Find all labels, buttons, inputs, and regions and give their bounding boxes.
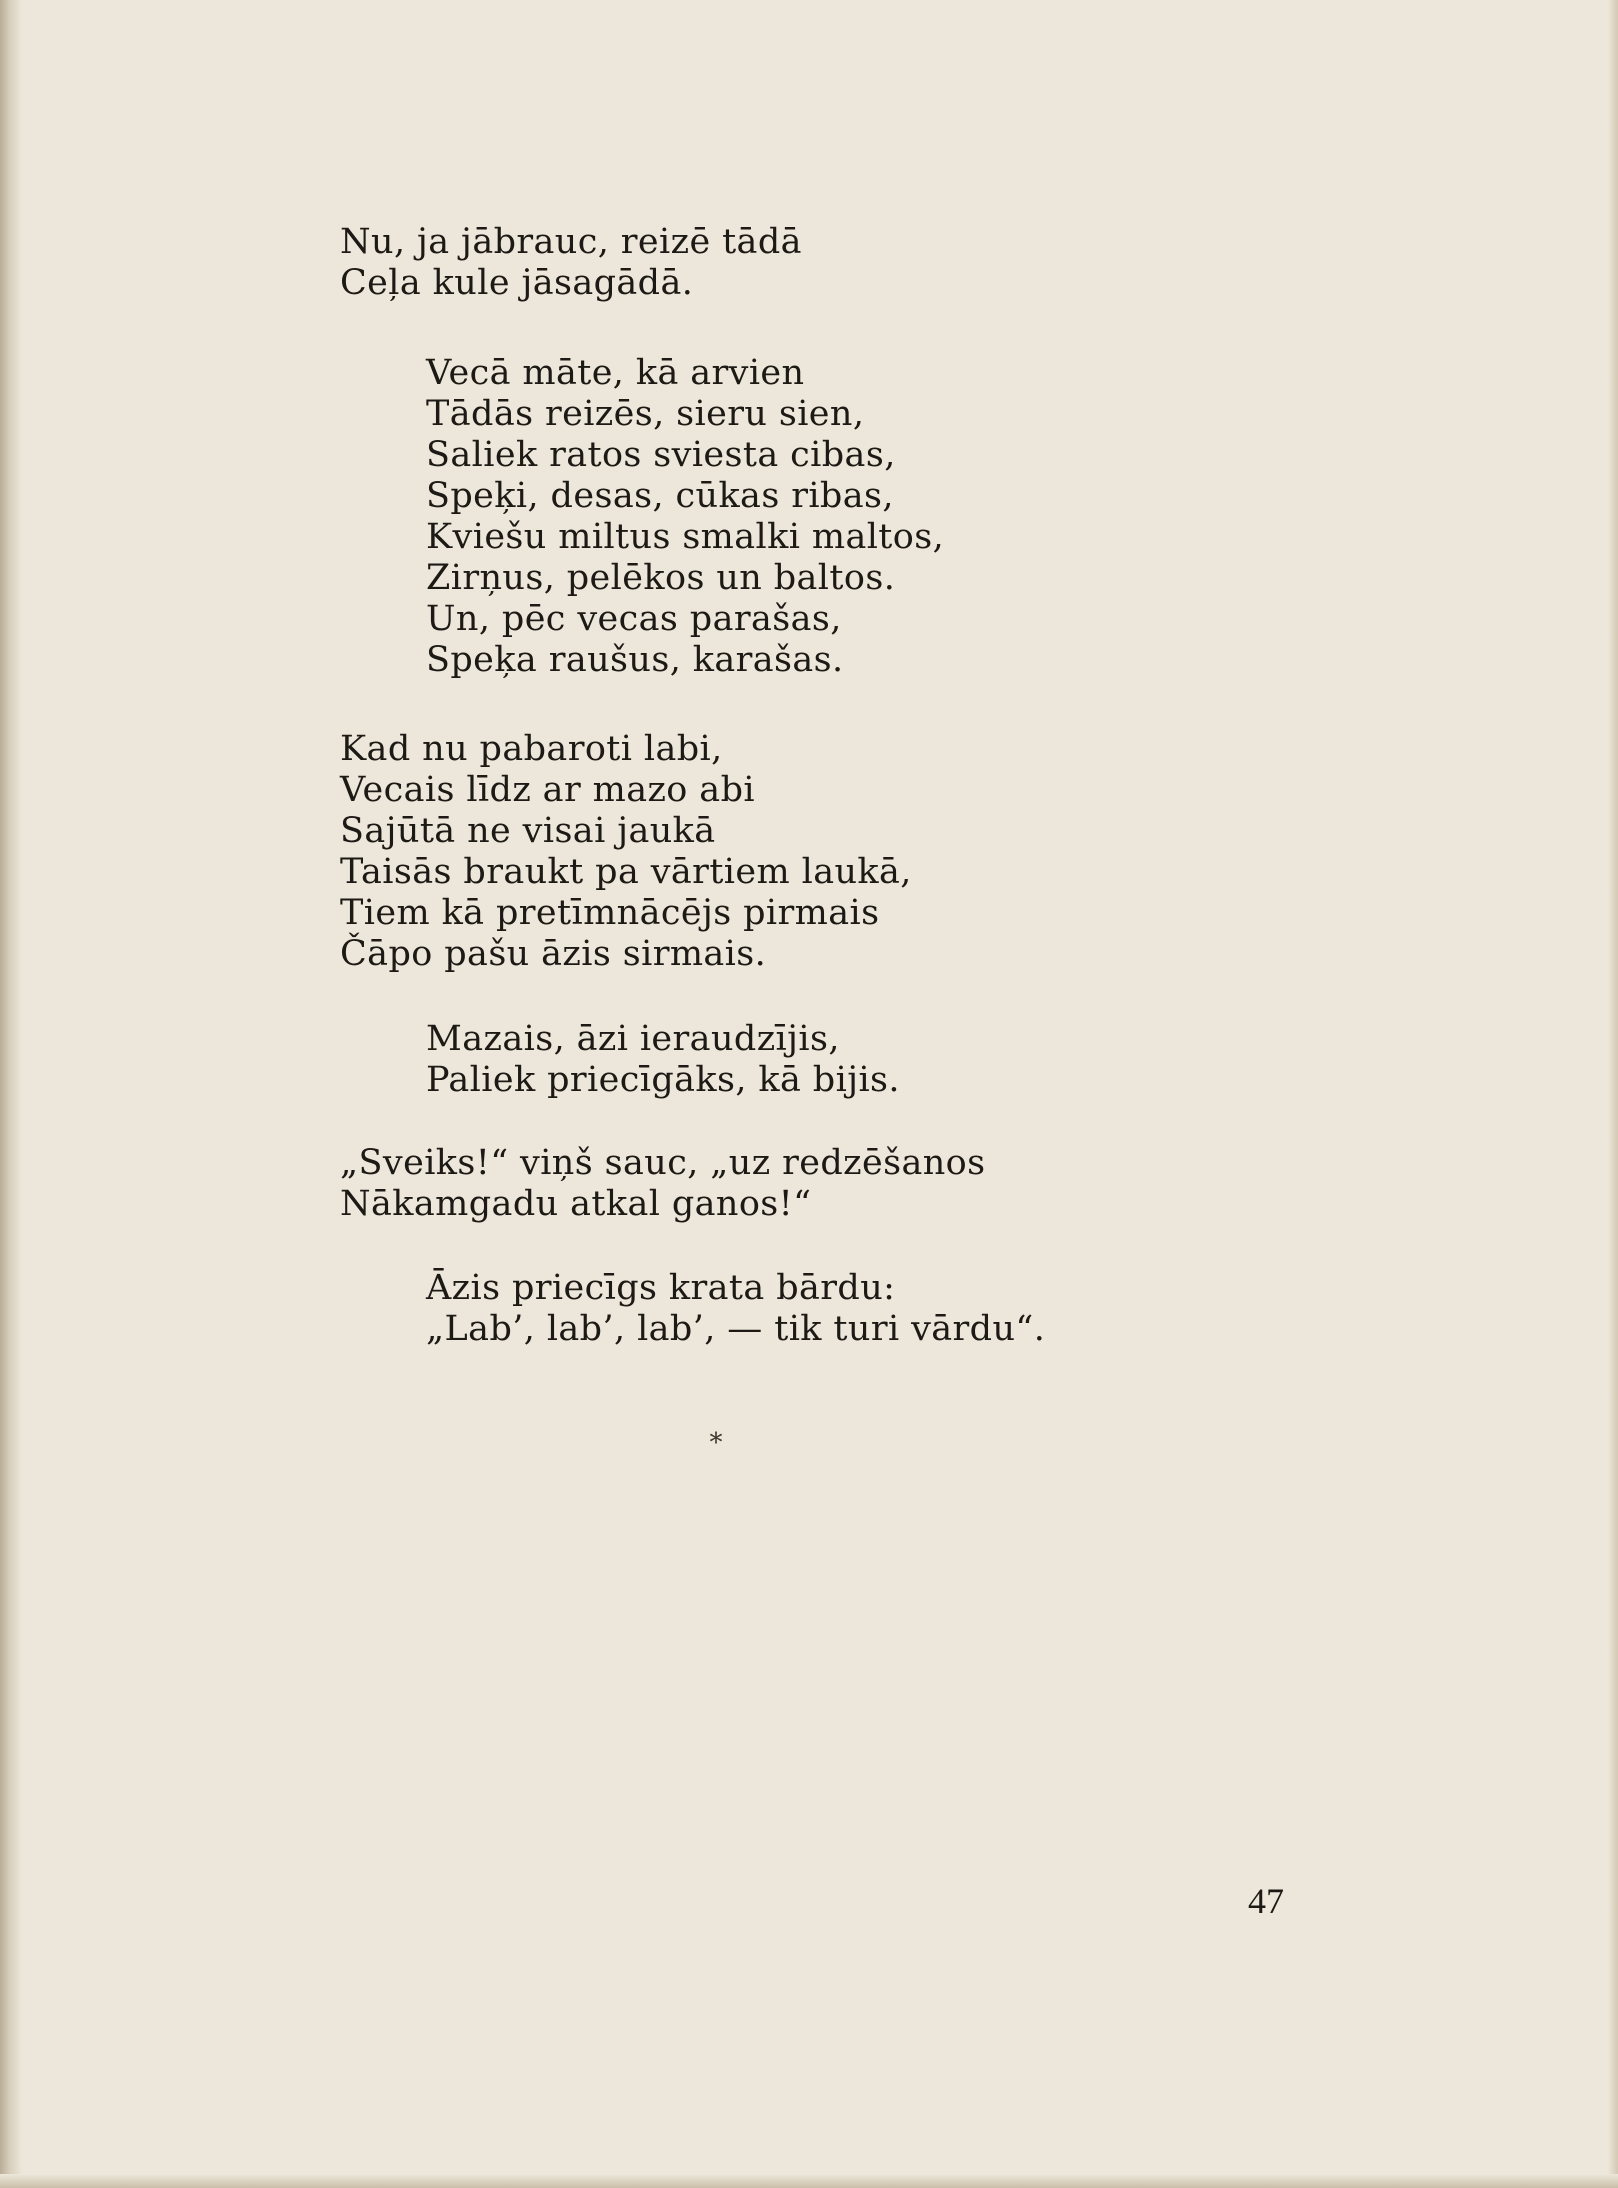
poem-line: Paliek priecīgāks, kā bijis. (426, 1060, 900, 1100)
poem-line: Speķi, desas, cūkas ribas, (426, 476, 894, 516)
stanza-3 (340, 729, 912, 975)
poem-line: Saliek ratos sviesta cibas, (426, 435, 896, 475)
poem-line: Nākamgadu atkal ganos!“ (340, 1184, 812, 1224)
poem-line: Sajūtā ne visai jaukā (340, 811, 716, 851)
poem-line: „Sveiks!“ viņš sauc, „uz redzēšanos (340, 1143, 986, 1183)
poem-line: „Lab’, lab’, lab’, — tik turi vārdu“. (426, 1309, 1046, 1349)
poem-line: Tiem kā pretīmnācējs pirmais (340, 893, 880, 933)
poem-line: Zirņus, pelēkos un baltos. (426, 558, 896, 598)
poem-line: Vecais līdz ar mazo abi (340, 770, 755, 810)
stanza-5 (340, 1143, 986, 1225)
poem-line: Kad nu pabaroti labi, (340, 729, 723, 769)
page-left-edge (0, 0, 22, 2188)
page-number: 47 (1248, 1881, 1284, 1921)
poem-line: Un, pēc vecas parašas, (426, 599, 842, 639)
poem-line: Kviešu miltus smalki maltos, (426, 517, 945, 557)
poem-line: Nu, ja jābrauc, reizē tādā (340, 222, 802, 262)
poem-line: Taisās braukt pa vārtiem laukā, (340, 852, 912, 892)
page-bottom-edge (0, 2174, 1618, 2188)
page-right-edge (1608, 0, 1618, 2188)
poem-line: Āzis priecīgs krata bārdu: (426, 1268, 896, 1308)
poem-line: Ceļa kule jāsagādā. (340, 263, 694, 303)
stanza-4 (426, 1019, 900, 1101)
stanza-1 (340, 222, 802, 304)
ornament-asterisk: * (709, 1428, 723, 1458)
poem-line: Čāpo pašu āzis sirmais. (340, 934, 767, 974)
stanza-2 (426, 353, 944, 681)
poem-line: Vecā māte, kā arvien (426, 353, 805, 393)
poem-line: Tādās reizēs, sieru sien, (426, 394, 865, 434)
poem-line: Speķa raušus, karašas. (426, 640, 844, 680)
poem-line: Mazais, āzi ieraudzījis, (426, 1019, 840, 1059)
stanza-6 (426, 1268, 1045, 1350)
